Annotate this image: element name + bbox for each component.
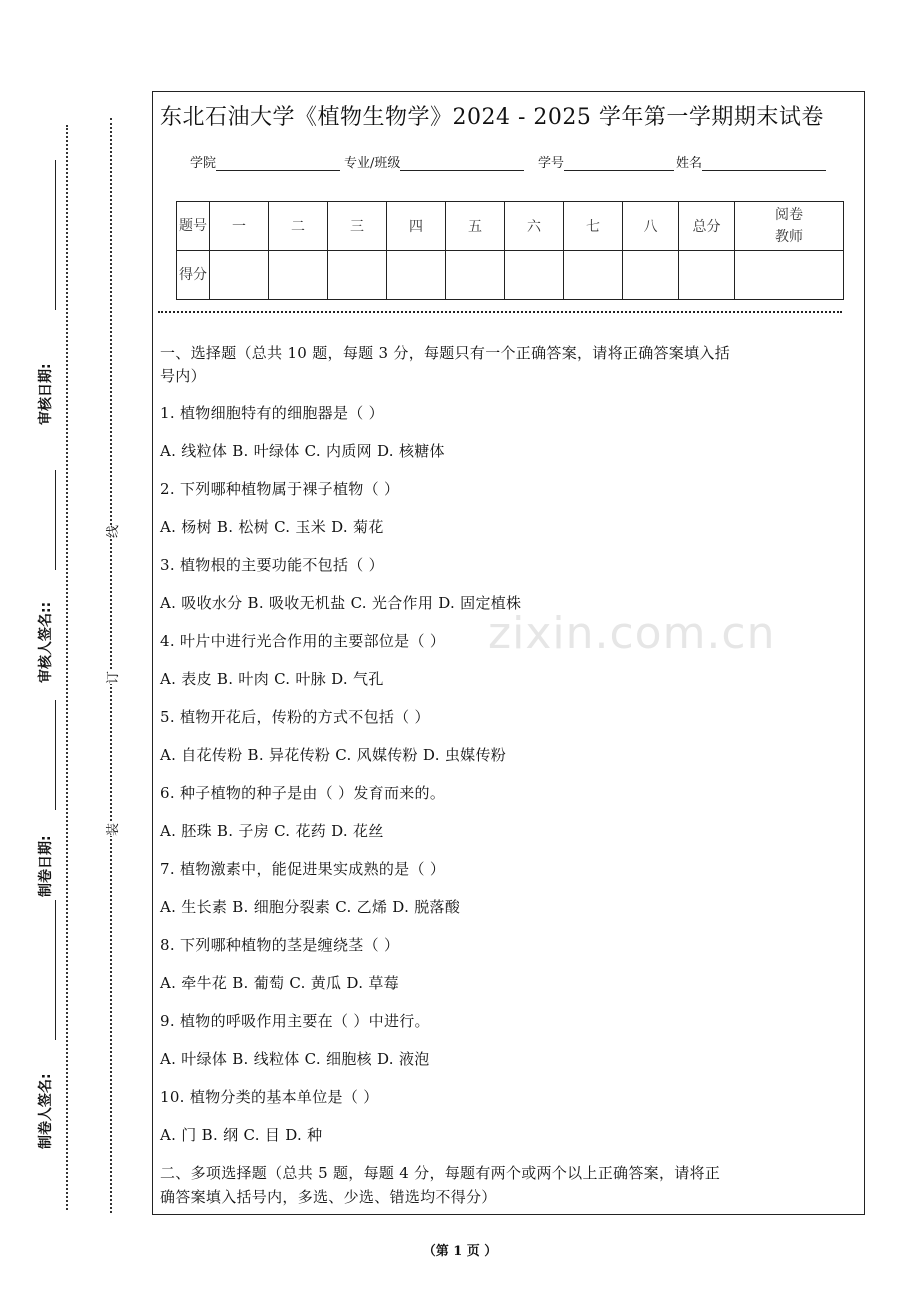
score-cell[interactable] [735, 251, 844, 300]
reviewer-sign-line [55, 470, 56, 570]
section1-intro-line1: 一、选择题（总共 10 题，每题 3 分，每题只有一个正确答案，请将正确答案填入括 [160, 344, 731, 362]
score-table [176, 201, 844, 300]
col-header: 五 [446, 202, 505, 251]
maker-sign-line [55, 900, 56, 1040]
score-cell[interactable] [505, 251, 564, 300]
question-line: 7. 植物激素中，能促进果实成熟的是（ ） [160, 860, 446, 878]
score-table-row2-label: 得分 [177, 251, 210, 300]
name-field[interactable] [702, 155, 826, 171]
student-id-field[interactable] [564, 155, 674, 171]
score-cell[interactable] [446, 251, 505, 300]
section2-intro-line2: 确答案填入括号内，多选、少选、错选均不得分） [160, 1188, 497, 1206]
options-line: A. 牵牛花 B. 葡萄 C. 黄瓜 D. 草莓 [160, 974, 399, 992]
col-header: 四 [387, 202, 446, 251]
score-cell[interactable] [387, 251, 446, 300]
page-title: 东北石油大学《植物生物学》2024 - 2025 学年第一学期期末试卷 [160, 105, 824, 130]
col-header: 总分 [679, 202, 735, 251]
col-header: 八 [623, 202, 679, 251]
score-cell[interactable] [623, 251, 679, 300]
review-date-line [55, 160, 56, 310]
options-line: A. 胚珠 B. 子房 C. 花药 D. 花丝 [160, 822, 384, 840]
info-name-label: 姓名 [676, 156, 703, 171]
col-header-grader: 阅卷教师 [775, 207, 803, 245]
score-cell[interactable] [328, 251, 387, 300]
reviewer-sign-label: 审核人签名:: [38, 601, 54, 683]
school-field[interactable] [216, 155, 340, 171]
options-line: A. 线粒体 B. 叶绿体 C. 内质网 D. 核糖体 [160, 442, 445, 460]
binding-dotted-line [110, 118, 112, 1213]
info-school-label: 学院 [190, 156, 217, 171]
major-field[interactable] [400, 155, 524, 171]
question-line: 4. 叶片中进行光合作用的主要部位是（ ） [160, 632, 446, 650]
col-header [735, 202, 844, 251]
left-dotted-line [66, 125, 68, 1210]
options-line: A. 表皮 B. 叶肉 C. 叶脉 D. 气孔 [160, 670, 384, 688]
col-header: 七 [564, 202, 623, 251]
seal-line-char: 线 [102, 525, 121, 538]
section1-intro-line2: 号内） [160, 367, 206, 385]
question-line: 9. 植物的呼吸作用主要在（ ）中进行。 [160, 1012, 430, 1030]
make-date-label: 制卷日期: [38, 835, 54, 897]
question-line: 3. 植物根的主要功能不包括（ ） [160, 556, 384, 574]
info-name [676, 152, 826, 171]
page-number: （第 1 页 ） [422, 1244, 498, 1259]
question-line: 6. 种子植物的种子是由（ ）发育而来的。 [160, 784, 446, 802]
info-id-label: 学号 [538, 156, 565, 171]
score-table-row1-label: 题号 [177, 202, 210, 251]
review-date-label: 审核日期: [38, 363, 54, 425]
seal-pack-char: 装 [102, 823, 121, 836]
col-header: 二 [269, 202, 328, 251]
watermark: zixin.com.cn [488, 608, 776, 659]
question-line: 2. 下列哪种植物属于裸子植物（ ） [160, 480, 400, 498]
info-id [538, 152, 674, 171]
info-major-label: 专业/班级 [344, 156, 401, 171]
score-cell[interactable] [679, 251, 735, 300]
score-cell[interactable] [210, 251, 269, 300]
options-line: A. 叶绿体 B. 线粒体 C. 细胞核 D. 液泡 [160, 1050, 430, 1068]
section2-intro-line1: 二、多项选择题（总共 5 题，每题 4 分，每题有两个或两个以上正确答案，请将正 [160, 1164, 721, 1182]
question-line: 5. 植物开花后，传粉的方式不包括（ ） [160, 708, 430, 726]
dotted-divider [158, 311, 842, 313]
options-line: A. 吸收水分 B. 吸收无机盐 C. 光合作用 D. 固定植株 [160, 594, 522, 612]
maker-sign-label: 制卷人签名: [38, 1073, 54, 1149]
score-cell[interactable] [564, 251, 623, 300]
info-school [190, 152, 340, 171]
question-line: 1. 植物细胞特有的细胞器是（ ） [160, 404, 384, 422]
col-header: 一 [210, 202, 269, 251]
options-line: A. 杨树 B. 松树 C. 玉米 D. 菊花 [160, 518, 384, 536]
question-line: 10. 植物分类的基本单位是（ ） [160, 1088, 379, 1106]
options-line: A. 自花传粉 B. 异花传粉 C. 风媒传粉 D. 虫媒传粉 [160, 746, 507, 764]
info-major [344, 152, 524, 171]
col-header: 六 [505, 202, 564, 251]
col-header: 三 [328, 202, 387, 251]
seal-bind-char: 订 [102, 671, 121, 684]
options-line: A. 门 B. 纲 C. 目 D. 种 [160, 1126, 323, 1144]
options-line: A. 生长素 B. 细胞分裂素 C. 乙烯 D. 脱落酸 [160, 898, 461, 916]
score-cell[interactable] [269, 251, 328, 300]
question-line: 8. 下列哪种植物的茎是缠绕茎（ ） [160, 936, 400, 954]
make-date-line [55, 700, 56, 810]
